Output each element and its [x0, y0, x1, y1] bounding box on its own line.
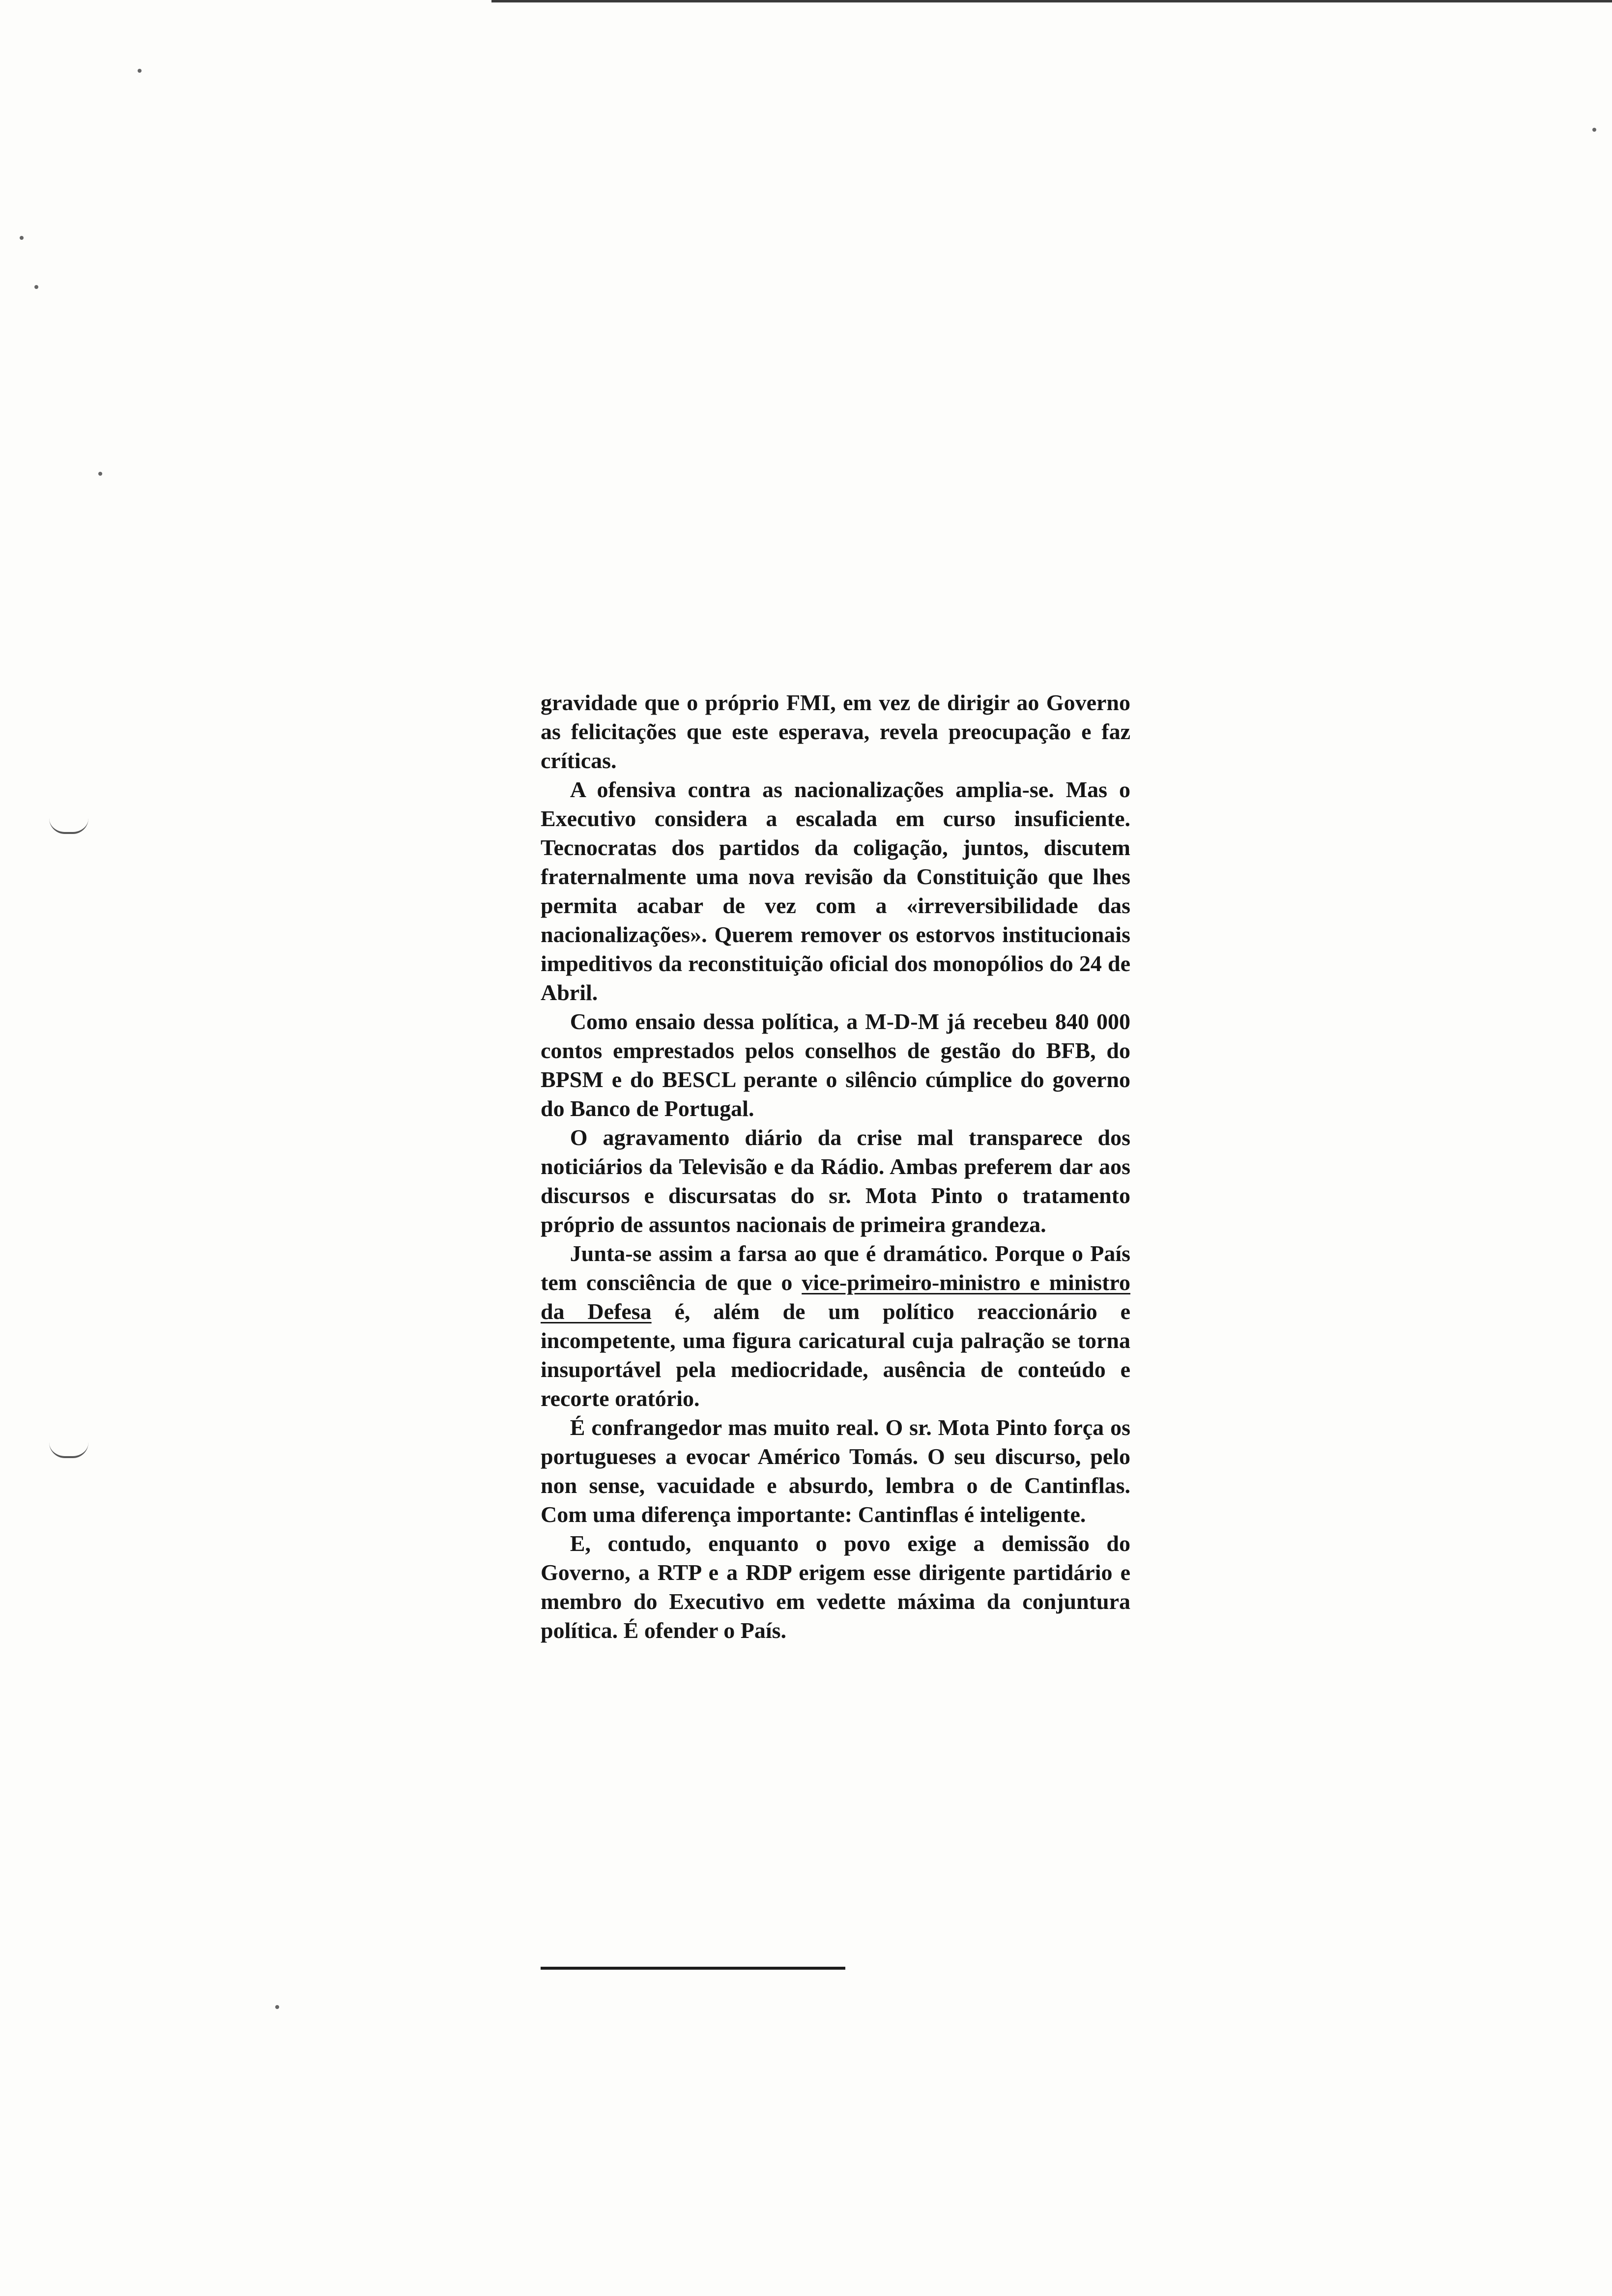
- scan-speck: [275, 2005, 279, 2009]
- article-body: [541, 688, 1130, 1645]
- article-end-rule: [541, 1967, 845, 1970]
- article-paragraph: [541, 1123, 1130, 1239]
- article-paragraph: [541, 1413, 1130, 1529]
- newspaper-clipping: [541, 688, 1130, 1645]
- article-paragraph: [541, 1007, 1130, 1123]
- paragraph-text: A ofensiva contra as nacionalizações amplia-se. Mas o Executivo considera a escalada em curso insuficiente. Tecnocratas dos partidos da coligação, juntos, discutem fraternalmente uma nova revisão da Constituição que lhes permita acabar de vez com a «irreversibilidade das nacionalizações». Querem remover os estorvos institucionais impeditivos da reconstituição oficial dos monopólios do 24 de Abril.: [541, 777, 1130, 1005]
- scan-speck: [1592, 128, 1596, 132]
- paragraph-text: O agravamento diário da crise mal transparece dos noticiários da Televisão e da Rádio. Ambas preferem dar aos discursos e discursatas do sr. Mota Pinto o tratamento próprio de assuntos nacionais de primeira grandeza.: [541, 1125, 1130, 1237]
- paragraph-text: gravidade que o próprio FMI, em vez de dirigir ao Governo as felicitações que este esperava, revela preocupação e faz críticas.: [541, 690, 1130, 773]
- paragraph-text: E, contudo, enquanto o povo exige a demissão do Governo, a RTP e a RDP erigem esse dirigente partidário e membro do Executivo em vedette máxima da conjuntura política. É ofender o País.: [541, 1531, 1130, 1643]
- scan-top-edge: [491, 0, 1612, 2]
- article-paragraph: [541, 1239, 1130, 1413]
- scan-speck: [20, 236, 24, 240]
- paragraph-text: É confrangedor mas muito real. O sr. Mota Pinto força os portugueses a evocar Américo Tomás. O seu discurso, pelo non sense, vacuidade e absurdo, lembra o de Cantinflas. Com uma diferença importante: Cantinflas é inteligente.: [541, 1415, 1130, 1527]
- article-paragraph: [541, 775, 1130, 1007]
- scan-speck: [34, 285, 38, 289]
- paragraph-text: é, além de um político reaccionário e incompetente, uma figura caricatural cuja palração se torna insuportável pela mediocridade, ausência de conteúdo e recorte oratório.: [541, 1299, 1131, 1411]
- scan-artifact-mark: [49, 1442, 88, 1458]
- underlined-phrase: vice-primeiro-ministro e ministro da Defesa: [541, 1270, 1130, 1324]
- article-paragraph: [541, 688, 1130, 775]
- article-paragraph: [541, 1529, 1130, 1645]
- paragraph-text: Junta-se assim a farsa ao que é dramático. Porque o País tem consciência de que o: [541, 1241, 1130, 1295]
- paragraph-text: Como ensaio dessa política, a M-D-M já recebeu 840 000 contos emprestados pelos conselhos de gestão do BFB, do BPSM e do BESCL perante o silêncio cúmplice do governo do Banco de Portugal.: [541, 1009, 1130, 1121]
- scan-speck: [138, 69, 142, 73]
- scan-speck: [98, 472, 102, 476]
- scan-artifact-mark: [49, 818, 88, 834]
